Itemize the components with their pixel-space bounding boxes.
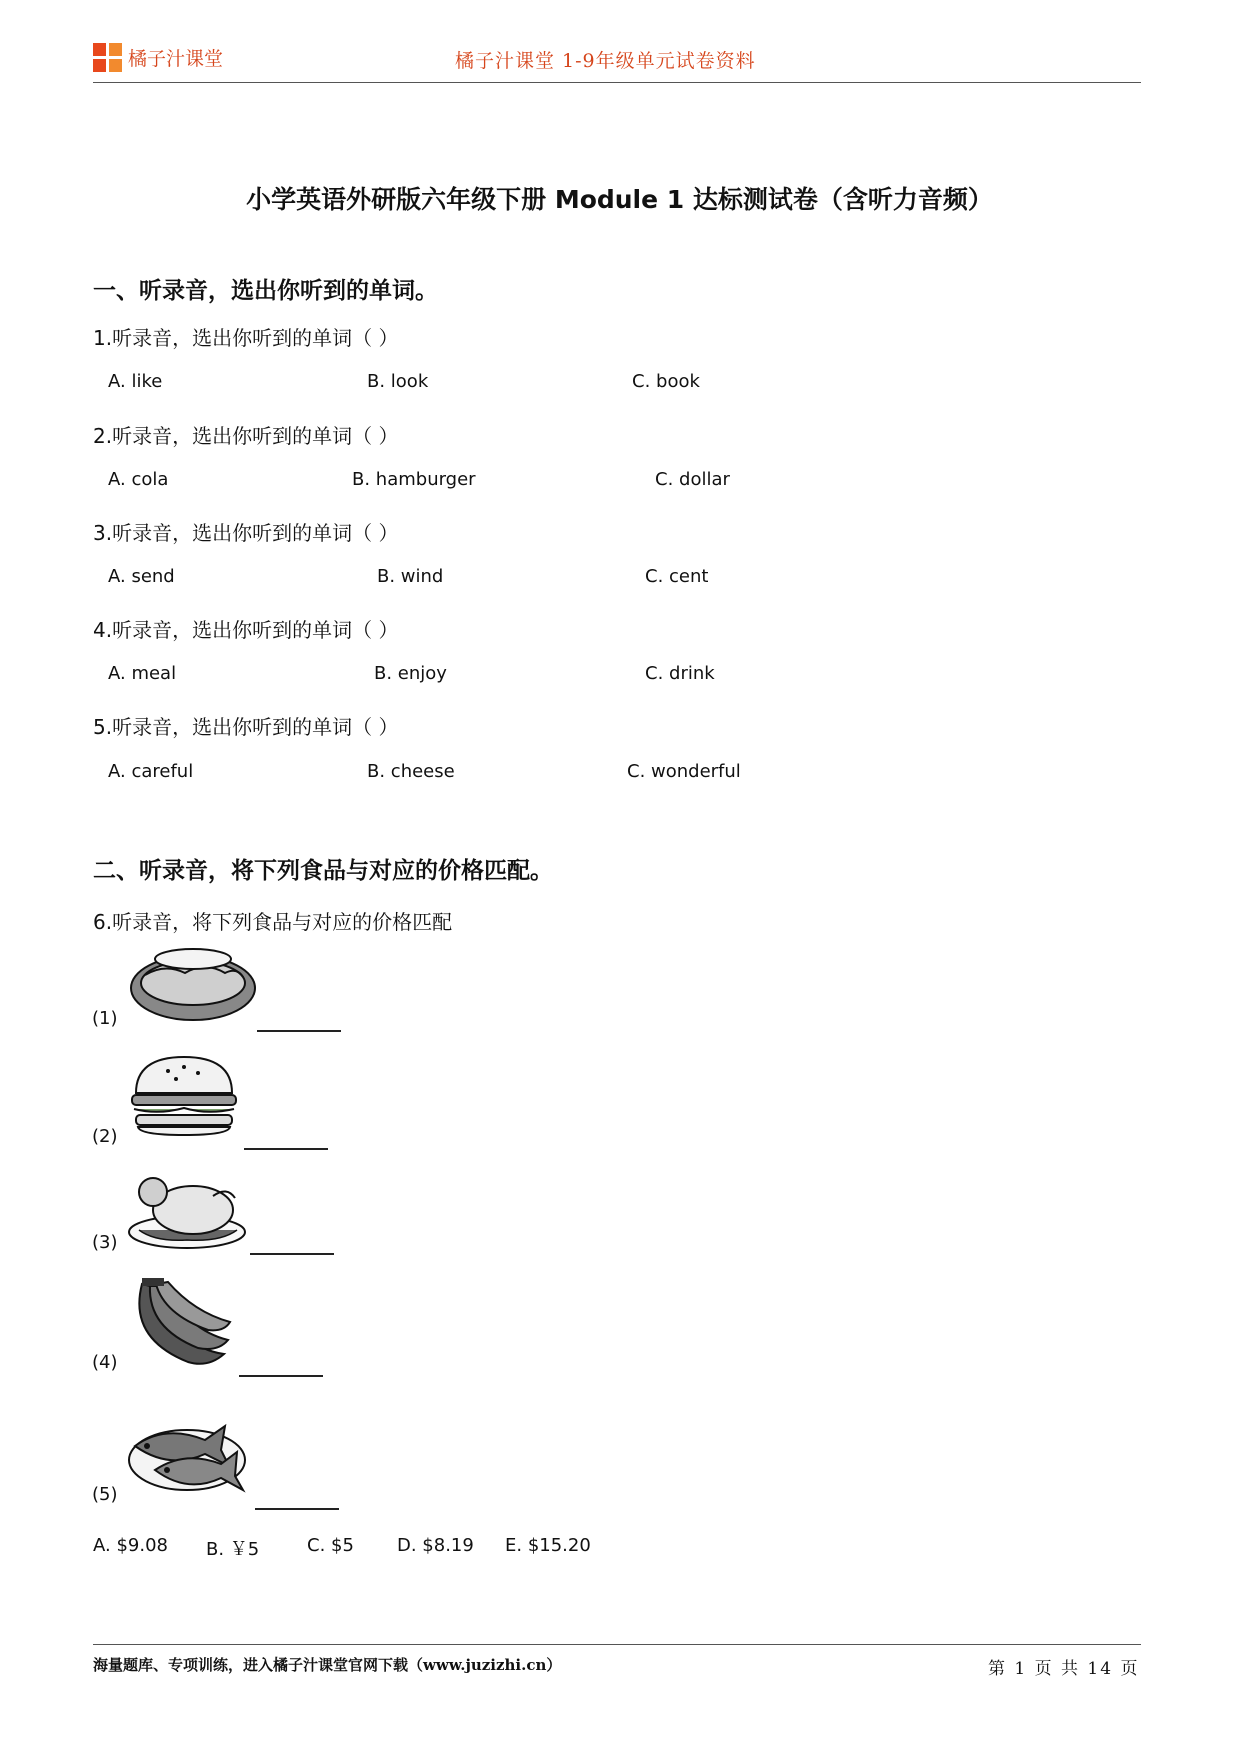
item-4-label: (4) (92, 1352, 118, 1373)
roast-chicken-icon (125, 1168, 250, 1252)
q2-option-a: A. cola (108, 469, 169, 490)
q2-option-b: B. hamburger (352, 469, 476, 490)
price-option-c: C. $5 (307, 1535, 354, 1556)
footer-divider (93, 1644, 1141, 1645)
item-3-answer-blank[interactable] (250, 1253, 334, 1255)
question-6: 6.听录音，将下列食品与对应的价格匹配 (93, 910, 453, 934)
section1-heading: 一、听录音，选出你听到的单词。 (93, 278, 438, 304)
question-3: 3.听录音，选出你听到的单词（ ） (93, 521, 399, 545)
price-option-e: E. $15.20 (505, 1535, 591, 1556)
question-4: 4.听录音，选出你听到的单词（ ） (93, 618, 399, 642)
q1-option-a: A. like (108, 371, 163, 392)
page-title: 小学英语外研版六年级下册 Module 1 达标测试卷（含听力音频） (246, 185, 993, 214)
q2-option-c: C. dollar (655, 469, 730, 490)
q5-option-b: B. cheese (367, 761, 455, 782)
price-option-b: B. ￥5 (206, 1539, 260, 1560)
q3-option-b: B. wind (377, 566, 444, 587)
price-option-d: D. $8.19 (397, 1535, 474, 1556)
footer-promo-text: 海量题库、专项训练，进入橘子汁课堂官网下载（www.juzizhi.cn） (93, 1656, 562, 1674)
brand-logo-icon (93, 43, 123, 73)
bananas-icon (128, 1278, 233, 1370)
q1-option-c: C. book (632, 371, 700, 392)
section2-heading: 二、听录音，将下列食品与对应的价格匹配。 (93, 858, 553, 884)
question-5: 5.听录音，选出你听到的单词（ ） (93, 715, 399, 739)
header-title: 橘子汁课堂 1-9年级单元试卷资料 (455, 50, 756, 72)
item-3-label: (3) (92, 1232, 118, 1253)
item-2-label: (2) (92, 1126, 118, 1147)
header-divider (93, 82, 1141, 83)
item-5-label: (5) (92, 1484, 118, 1505)
q1-option-b: B. look (367, 371, 429, 392)
item-1-answer-blank[interactable] (257, 1030, 341, 1032)
page-number: 第 1 页 共 14 页 (988, 1659, 1140, 1679)
hamburger-icon (128, 1053, 240, 1137)
q3-option-c: C. cent (645, 566, 709, 587)
q3-option-a: A. send (108, 566, 175, 587)
q5-option-a: A. careful (108, 761, 194, 782)
brand-name: 橘子汁课堂 (128, 48, 224, 70)
q4-option-b: B. enjoy (374, 663, 447, 684)
q4-option-a: A. meal (108, 663, 177, 684)
item-5-answer-blank[interactable] (255, 1508, 339, 1510)
q4-option-c: C. drink (645, 663, 715, 684)
hotdog-icon (125, 945, 260, 1025)
item-2-answer-blank[interactable] (244, 1148, 328, 1150)
question-2: 2.听录音，选出你听到的单词（ ） (93, 424, 399, 448)
item-4-answer-blank[interactable] (239, 1375, 323, 1377)
question-1: 1.听录音，选出你听到的单词（ ） (93, 326, 399, 350)
price-option-a: A. $9.08 (93, 1535, 168, 1556)
item-1-label: (1) (92, 1008, 118, 1029)
q5-option-c: C. wonderful (627, 761, 741, 782)
fish-icon (125, 1410, 250, 1496)
